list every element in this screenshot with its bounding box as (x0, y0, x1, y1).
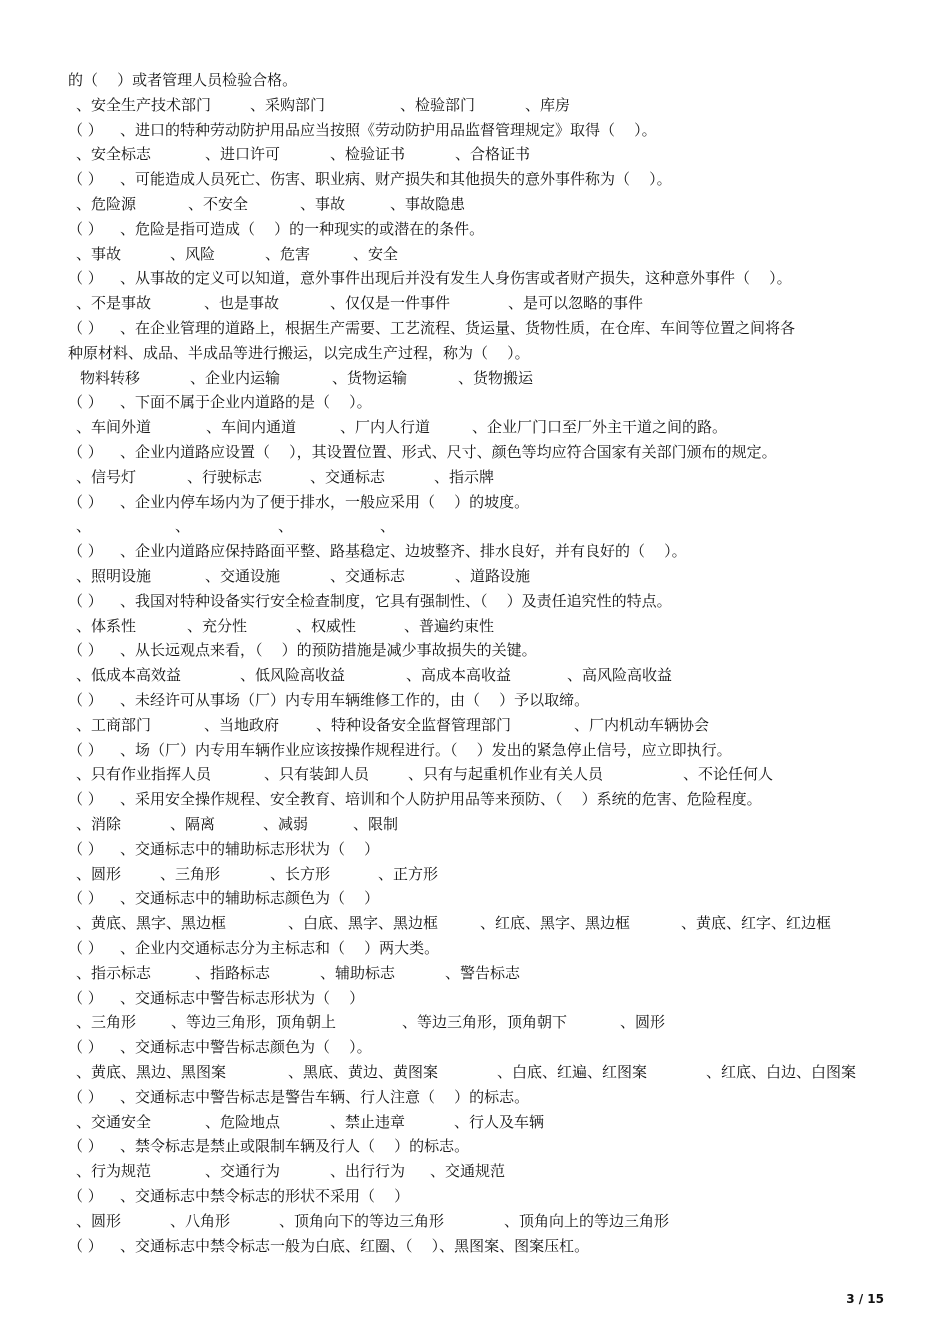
question-text: 、我国对特种设备实行安全检查制度，它具有强制性、（ ）及责任追究性的特点。 (120, 591, 672, 610)
question-line (68, 266, 792, 291)
answer-blank: （ ） (68, 219, 103, 238)
question-line (68, 539, 687, 564)
question-line (68, 688, 589, 713)
answer-option: 、危险地点 (205, 1112, 281, 1131)
answer-blank: （ ） (68, 790, 103, 809)
answer-option: 、企业厂门口至厂外主干道之间的路。 (472, 418, 728, 437)
answer-option: 、消除 (76, 815, 122, 833)
question-text: 、未经许可从事场（厂）内专用车辆维修工作的，由（ ）予以取缔。 (120, 691, 590, 709)
answer-option: 、库房 (525, 95, 571, 114)
answer-option: 、红底、白边、白图案 (706, 1063, 857, 1081)
answer-option: 、充分性 (187, 616, 248, 635)
answer-option: 、风险 (170, 244, 216, 263)
answer-option: 、当地政府 (204, 715, 280, 734)
question-line (68, 837, 379, 862)
question-text: 、从长远观点来看，（ ）的预防措施是减少事故损失的关键。 (120, 641, 537, 660)
answer-blank: （ ） (68, 939, 103, 957)
answer-blank: （ ） (68, 492, 103, 511)
answer-option: 、正方形 (378, 864, 439, 883)
question-line (68, 589, 672, 614)
answer-blank: （ ） (68, 120, 103, 139)
answer-option: 、警告标志 (445, 963, 521, 982)
answer-option: 、进口许可 (205, 145, 281, 164)
answer-option: 、信号灯 (76, 467, 137, 486)
answer-option: 、体系性 (76, 616, 137, 635)
answer-option: 、不安全 (188, 195, 249, 213)
answer-option: 、圆形 (620, 1013, 666, 1032)
answer-option: 、指示标志 (76, 963, 152, 982)
question-line (68, 1184, 409, 1209)
answer-option: 、红底、黑字、黑边框 (480, 914, 631, 933)
answer-option: 、行人及车辆 (454, 1112, 545, 1131)
question-text: 、进口的特种劳动防护用品应当按照《劳动防护用品监督管理规定》取得（ ）。 (120, 120, 657, 139)
answer-blank: （ ） (68, 1038, 103, 1057)
question-line (68, 936, 439, 961)
answer-option: 、 (76, 517, 92, 536)
question-line (68, 167, 672, 192)
answer-option: 、白底、黑字、黑边框 (288, 914, 439, 933)
answer-option: 、八角形 (170, 1211, 231, 1230)
answer-option: 、厂内机动车辆协会 (574, 715, 710, 734)
answer-blank: （ ） (68, 1137, 103, 1156)
text-line: 种原材料、成品、半成品等进行搬运，以完成生产过程，称为（ ）。 (68, 343, 530, 362)
answer-option: 、交通安全 (76, 1112, 152, 1131)
answer-option: 、交通标志 (330, 567, 406, 585)
question-line (68, 1085, 529, 1110)
answer-option: 、长方形 (270, 864, 331, 883)
question-text: 、禁令标志是禁止或限制车辆及行人（ ）的标志。 (120, 1137, 470, 1156)
question-text: 、从事故的定义可以知道，意外事件出现后并没有发生人身伤害或者财产损失，这种意外事件（ ）。 (120, 269, 792, 288)
answer-option: 、也是事故 (204, 294, 280, 313)
answer-blank: （ ） (68, 839, 103, 858)
answer-option: 、货物运输 (332, 368, 408, 387)
question-text: 、企业内道路应保持路面平整、路基稳定、边坡整齐、排水良好，并有良好的（ ）。 (120, 542, 687, 561)
answer-option: 、交通行为 (205, 1162, 281, 1181)
question-line (68, 390, 372, 415)
question-line (68, 217, 484, 242)
question-text: 、交通标志中的辅助标志形状为（ ） (120, 839, 380, 858)
answer-option: 、事故 (300, 195, 346, 213)
answer-option: 、企业内运输 (190, 368, 281, 387)
answer-blank: （ ） (68, 988, 103, 1007)
question-text: 、企业内交通标志分为主标志和（ ）两大类。 (120, 939, 440, 957)
answer-blank: （ ） (68, 443, 103, 461)
question-line (68, 118, 657, 143)
answer-option: 、权威性 (296, 616, 357, 635)
question-text: 、危险是指可造成（ ）的一种现实的或潜在的条件。 (120, 219, 485, 238)
answer-option: 、三角形 (76, 1013, 137, 1032)
answer-option: 、高风险高收益 (567, 666, 673, 685)
answer-option: 、指路标志 (195, 963, 271, 982)
answer-option: 、三角形 (160, 864, 221, 883)
question-text: 、场（厂）内专用车辆作业应该按操作规程进行。（ ）发出的紧急停止信号，应立即执行。 (120, 740, 732, 759)
answer-option: 、减弱 (263, 815, 309, 833)
answer-option: 、黄底、红字、红边框 (681, 914, 832, 933)
answer-blank: （ ） (68, 393, 103, 412)
question-line (68, 490, 529, 515)
question-text: 、企业内停车场内为了便于排水，一般应采用（ ）的坡度。 (120, 492, 530, 511)
answer-option: 、照明设施 (76, 567, 152, 585)
answer-option: 、交通设施 (205, 567, 281, 585)
answer-blank: （ ） (68, 542, 103, 561)
answer-option: 、 (278, 517, 294, 536)
answer-option: 、安全 (353, 244, 399, 263)
answer-option: 、交通标志 (310, 467, 386, 486)
question-line (68, 1035, 372, 1060)
answer-blank: （ ） (68, 641, 103, 660)
question-line (68, 787, 762, 812)
answer-blank: （ ） (68, 1236, 103, 1255)
answer-option: 、特种设备安全监督管理部门 (316, 715, 512, 734)
question-text: 、交通标志中的辅助标志颜色为（ ） (120, 889, 380, 908)
answer-option: 、黄底、黑字、黑边框 (76, 914, 227, 933)
question-text: 、企业内道路应设置（ ），其设置位置、形式、尺寸、颜色等均应符合国家有关部门颁布的规定。 (120, 443, 777, 461)
question-text: 、可能造成人员死亡、伤害、职业病、财产损失和其他损失的意外事件称为（ ）。 (120, 170, 672, 189)
answer-option: 、采购部门 (250, 95, 326, 114)
answer-option: 、检验部门 (400, 95, 476, 114)
answer-option: 、事故隐患 (390, 195, 466, 213)
answer-option: 、只有装卸人员 (264, 765, 370, 784)
answer-option: 、 (380, 517, 396, 536)
answer-option: 、白底、红遍、红图案 (497, 1063, 648, 1081)
answer-option: 、车间外道 (76, 418, 152, 437)
question-line (68, 440, 777, 465)
answer-blank: （ ） (68, 591, 103, 610)
answer-option: 、合格证书 (455, 145, 531, 164)
answer-option: 、黄底、黑边、黑图案 (76, 1063, 227, 1081)
answer-option: 、顶角向下的等边三角形 (279, 1211, 445, 1230)
answer-option: 、限制 (353, 815, 399, 833)
answer-option: 、低风险高收益 (240, 666, 346, 685)
answer-option: 、道路设施 (455, 567, 531, 585)
question-line (68, 738, 732, 763)
answer-blank: （ ） (68, 1187, 103, 1205)
answer-option: 、是可以忽略的事件 (508, 294, 644, 313)
answer-option: 、安全生产技术部门 (76, 95, 212, 114)
answer-option: 、事故 (76, 244, 122, 263)
answer-option: 、危险源 (76, 195, 137, 213)
answer-option: 、只有与起重机作业有关人员 (408, 765, 604, 784)
question-line (68, 986, 364, 1011)
answer-option: 、圆形 (76, 864, 122, 883)
answer-blank: （ ） (68, 170, 103, 189)
answer-option: 、货物搬运 (458, 368, 534, 387)
answer-blank: （ ） (68, 691, 103, 709)
answer-option: 、等边三角形，顶角朝下 (402, 1013, 568, 1032)
answer-option: 、等边三角形，顶角朝上 (171, 1013, 337, 1032)
question-text: 、交通标志中禁令标志一般为白底、红圈、（ ）、黑图案、图案压杠。 (120, 1236, 590, 1255)
page-number: 3 / 15 (846, 1292, 884, 1306)
answer-option: 物料转移 (80, 368, 141, 387)
answer-option: 、黑底、黄边、黄图案 (288, 1063, 439, 1081)
question-text: 、交通标志中禁令标志的形状不采用（ ） (120, 1187, 410, 1205)
question-text: 、交通标志中警告标志是警告车辆、行人注意（ ）的标志。 (120, 1087, 530, 1106)
answer-option: 、隔离 (170, 815, 216, 833)
answer-blank: （ ） (68, 319, 103, 337)
answer-option: 、行驶标志 (187, 467, 263, 486)
question-line (68, 638, 537, 663)
answer-blank: （ ） (68, 269, 103, 288)
question-line (68, 886, 379, 911)
answer-option: 、低成本高效益 (76, 666, 182, 685)
answer-blank: （ ） (68, 1087, 103, 1106)
answer-blank: （ ） (68, 740, 103, 759)
answer-option: 、圆形 (76, 1211, 122, 1230)
answer-option: 、高成本高收益 (406, 666, 512, 685)
question-line (68, 316, 795, 341)
answer-option: 、指示牌 (434, 467, 495, 486)
answer-option: 、车间内通道 (206, 418, 297, 437)
answer-option: 、普遍约束性 (404, 616, 495, 635)
answer-option: 、行为规范 (76, 1162, 152, 1181)
question-text: 、采用安全操作规程、安全教育、培训和个人防护用品等来预防、（ ）系统的危害、危险程度。 (120, 790, 762, 809)
answer-option: 、 (175, 517, 191, 536)
answer-option: 、不论任何人 (683, 765, 774, 784)
question-text: 、交通标志中警告标志颜色为（ ）。 (120, 1038, 372, 1057)
answer-option: 、安全标志 (76, 145, 152, 164)
answer-blank: （ ） (68, 889, 103, 908)
answer-option: 、工商部门 (76, 715, 152, 734)
answer-option: 、检验证书 (330, 145, 406, 164)
answer-option: 、厂内人行道 (340, 418, 431, 437)
answer-option: 、不是事故 (76, 294, 152, 313)
answer-option: 、危害 (265, 244, 311, 263)
question-line (68, 1234, 589, 1259)
answer-option: 、禁止违章 (330, 1112, 406, 1131)
question-line (68, 1134, 469, 1159)
answer-option: 、顶角向上的等边三角形 (504, 1211, 670, 1230)
text-line: 的（ ）或者管理人员检验合格。 (68, 71, 298, 89)
answer-option: 、只有作业指挥人员 (76, 765, 212, 784)
question-text: 、在企业管理的道路上，根据生产需要、工艺流程、货运量、货物性质，在仓库、车间等位置之间将各 (120, 319, 796, 337)
question-text: 、交通标志中警告标志形状为（ ） (120, 988, 365, 1007)
question-text: 、下面不属于企业内道路的是（ ）。 (120, 393, 372, 412)
answer-option: 、出行行为 (330, 1162, 406, 1181)
answer-option: 、仅仅是一件事件 (330, 294, 451, 313)
answer-option: 、辅助标志 (320, 963, 396, 982)
answer-option: 、交通规范 (430, 1162, 506, 1181)
